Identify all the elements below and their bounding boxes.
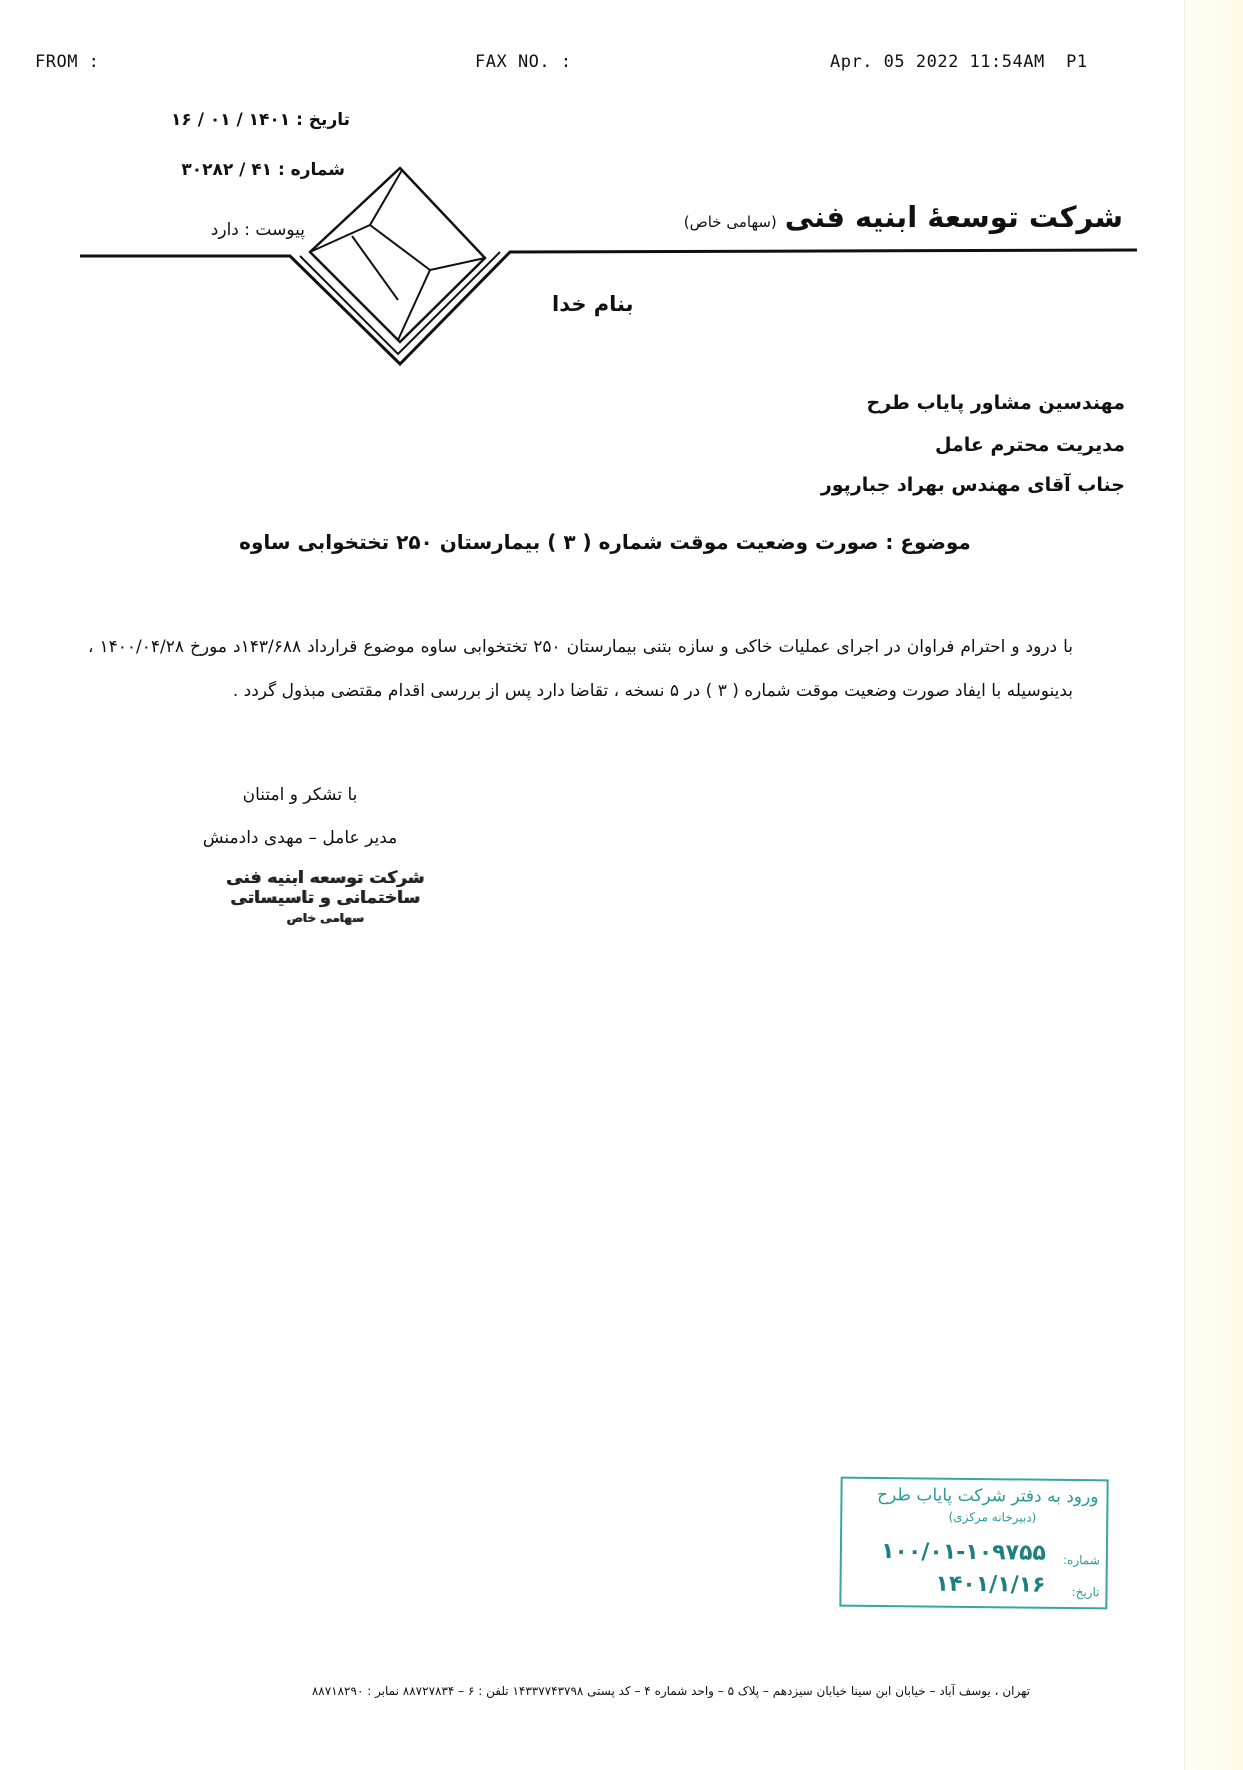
registry-date-label: تاریخ: — [1071, 1585, 1100, 1600]
closing-signer: مدیر عامل – مهدی دادمنش — [202, 828, 398, 848]
fax-timestamp: Apr. 05 2022 11:54AM P1 — [830, 52, 1088, 72]
registry-stamp-subtitle: (دبیرخانه مرکزی) — [948, 1509, 1037, 1525]
addressee-line: مهندسین مشاور پایاب طرح — [866, 392, 1125, 414]
registry-date-value: ۱۴۰۱/۱/۱۶ — [935, 1571, 1046, 1598]
letter-date: تاریخ : ۱۴۰۱ / ۰۱ / ۱۶ — [171, 110, 350, 130]
footer-address: تهران ، یوسف آباد – خیابان ابن سینا خیابان سیزدهم – پلاک ۵ – واحد شماره ۴ – کد پستی ۱۴۳۳۷۷۴۳۷۹۸ تلفن : ۶ – ۸۸۷۲۷۸۳۴ نمابر : ۸۸۷۱۸۲۹۰ — [311, 1684, 1030, 1698]
letter-body: با درود و احترام فراوان در اجرای عملیات خاکی و سازه بتنی بیمارستان ۲۵۰ تختخوابی ساوه موضوع قرارداد ۱۴۳/۶۸۸د مورخ ۱۴۰۰/۰۴/۲۸ ، بدینوسیله با ایفاد صورت وضعیت موقت شماره ( ۳ ) در ۵ نسخه ، تقاضا دارد پس از بررسی اقدام مقتضی مبذول گردد . — [88, 637, 1073, 701]
fax-number: FAX NO. : — [475, 52, 572, 72]
signature-stamp — [205, 868, 445, 928]
registry-stamp — [839, 1477, 1108, 1610]
closing-regards: با تشکر و امتنان — [242, 785, 358, 805]
company-title: شرکت توسعهٔ ابنیه فنی — [784, 200, 1123, 234]
addressee-line: جناب آقای مهندس بهراد جبارپور — [820, 474, 1125, 496]
fax-from: FROM : — [35, 52, 100, 72]
company-type: (سهامی خاص) — [683, 213, 777, 231]
signature-stamp-line: سهامی خاص — [286, 911, 364, 925]
signature-stamp-line: ساختمانی و تاسیساتی — [230, 888, 420, 908]
subject: موضوع : صورت وضعیت موقت شماره ( ۳ ) بیمارستان ۲۵۰ تختخوابی ساوه — [239, 530, 971, 554]
letter-attachment: پیوست : دارد — [210, 220, 305, 240]
letterhead-logo — [0, 0, 1243, 380]
registry-stamp-title: ورود به دفتر شرکت پایاب طرح — [877, 1484, 1099, 1508]
registry-number-label: شماره: — [1062, 1552, 1100, 1568]
letter-number: شماره : ۴۱ / ۳۰۲۸۲ — [181, 160, 345, 180]
bismillah: بنام خدا — [552, 292, 634, 316]
signature-stamp-line: شرکت توسعه ابنیه فنی — [225, 868, 425, 888]
company-name — [684, 200, 1123, 234]
registry-number-value: ۱۰۰/۰۱-۱۰۹۷۵۵ — [880, 1539, 1047, 1566]
addressee-line: مدیریت محترم عامل — [935, 434, 1125, 456]
